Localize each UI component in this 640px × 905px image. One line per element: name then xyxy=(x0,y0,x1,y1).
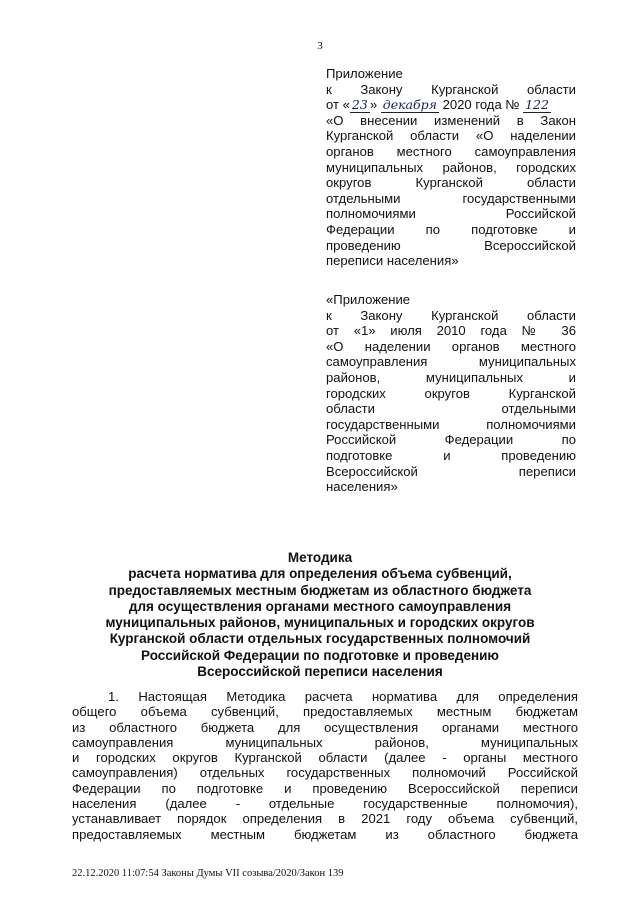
date-prefix: от « xyxy=(326,97,350,113)
title-line: Российской Федерации по подготовке и проведению xyxy=(141,647,499,663)
annex-original-line: Всероссийской переписи xyxy=(326,463,576,479)
body-line: Федерации по подготовке и проведению Всероссийской переписи xyxy=(72,780,578,796)
annex-original-line: к Закону Курганской области xyxy=(326,307,576,323)
annex-original-line: Российской Федерации по xyxy=(326,432,576,448)
annex-original-line: «Приложение xyxy=(326,292,411,307)
annex-original-line: населения» xyxy=(326,479,398,495)
annex-amendment-line: Курганской области «О наделении xyxy=(326,128,576,144)
annex-amendment-line: проведению Всероссийской xyxy=(326,237,576,253)
annex-amendment-line: округов Курганской области xyxy=(326,175,576,191)
title-line: Всероссийской переписи населения xyxy=(197,664,443,680)
annex-amendment-line: полномочиями Российской xyxy=(326,206,576,222)
document-title xyxy=(40,550,600,680)
body-line: самоуправления муниципальных районов, муниципальных xyxy=(72,734,578,750)
body-line: из областного бюджета для осуществления органами местного xyxy=(72,719,578,735)
annex-amendment-date-line xyxy=(326,97,576,113)
annex-original-line: «О наделении органов местного xyxy=(326,338,576,354)
body-line: общего объема субвенций, предоставляемых местным бюджетам xyxy=(72,704,578,720)
handwritten-day: 23 xyxy=(351,97,368,113)
annex-amendment-line: к Закону Курганской области xyxy=(326,81,576,97)
title-line: расчета норматива для определения объема субвенций, xyxy=(128,566,512,582)
annex-amendment-line: органов местного самоуправления xyxy=(326,143,576,159)
annex-original-line: районов, муниципальных и xyxy=(326,369,576,385)
title-line: Методика xyxy=(287,550,353,565)
page-number: 3 xyxy=(317,40,323,52)
annex-original-line: государственными полномочиями xyxy=(326,416,576,432)
annex-amendment-line: муниципальных районов, городских xyxy=(326,159,576,175)
title-line: предоставляемых местным бюджетам из областного бюджета xyxy=(108,582,532,598)
title-line: Курганской области отдельных государственных полномочий xyxy=(109,631,531,647)
body-line: и городских округов Курганской области (далее - органы местного xyxy=(72,750,578,766)
annex-original-line: от «1» июля 2010 года № 36 xyxy=(326,323,576,339)
annex-amendment-line: Приложение xyxy=(326,66,403,81)
annex-amendment xyxy=(326,66,576,269)
date-year: 2020 года № xyxy=(442,97,520,113)
date-mid: » xyxy=(369,97,378,113)
title-line: муниципальных районов, муниципальных и городских округов xyxy=(105,615,535,631)
document-footer: 22.12.2020 11:07:54 Законы Думы VII созыва/2020/Закон 139 xyxy=(72,868,344,879)
body-line: населения (далее - отдельные государственные полномочия), xyxy=(72,796,578,812)
handwritten-month: декабря xyxy=(382,97,437,113)
annex-amendment-line: Федерации по подготовке и xyxy=(326,221,576,237)
body-line: устанавливает порядок определения в 2021 году объема субвенций, xyxy=(72,811,578,827)
annex-original-line: городских округов Курганской xyxy=(326,385,576,401)
body-line: 1. Настоящая Методика расчета норматива для определения xyxy=(108,689,578,704)
annex-original-line: подготовке и проведению xyxy=(326,447,576,463)
annex-amendment-line: «О внесении изменений в Закон xyxy=(326,112,576,128)
title-line: для осуществления органами местного самоуправления xyxy=(128,598,512,614)
annex-original-line: самоуправления муниципальных xyxy=(326,354,576,370)
annex-original xyxy=(326,292,576,495)
annex-amendment-line: отдельными государственными xyxy=(326,190,576,206)
body-paragraph xyxy=(72,689,578,842)
body-line: предоставляемых местным бюджетам из областного бюджета xyxy=(72,826,578,842)
handwritten-number: 122 xyxy=(525,97,549,113)
annex-amendment-line: переписи населения» xyxy=(326,253,459,269)
annex-original-line: области отдельными xyxy=(326,401,576,417)
body-line: самоуправления) отдельных государственных полномочий Российской xyxy=(72,765,578,781)
